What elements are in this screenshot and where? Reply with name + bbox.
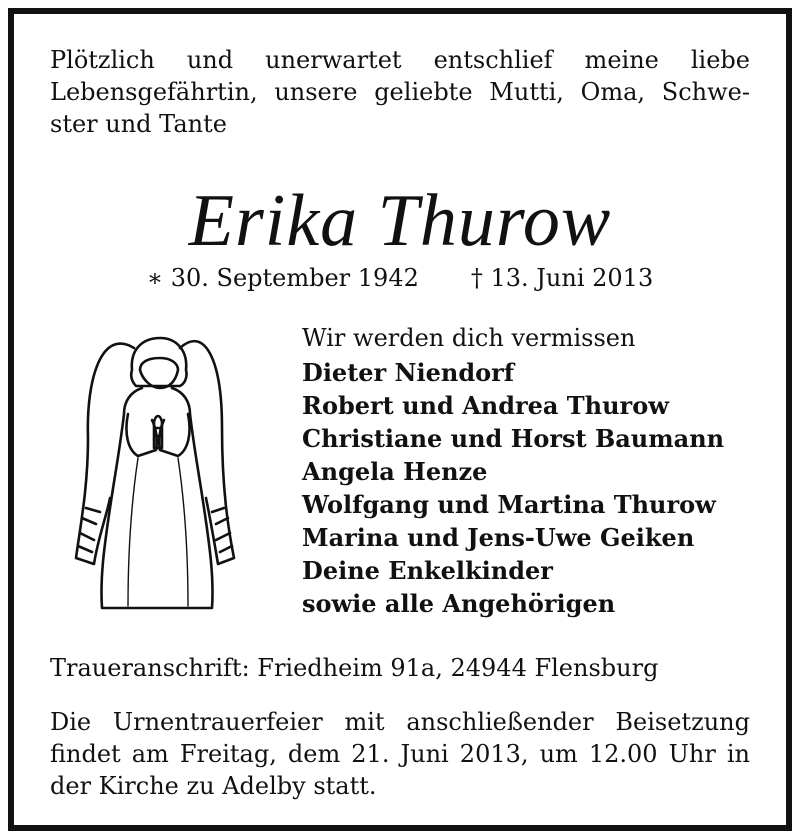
list-item: Deine Enkelkinder xyxy=(302,556,553,585)
mourners-lead: Wir werden dich vermissen xyxy=(302,324,636,352)
mourners-list xyxy=(302,356,772,620)
service-text xyxy=(50,706,750,802)
list-item: Dieter Niendorf xyxy=(302,358,515,387)
service-line: Die Urnentrauerfeier mit anschließender Beisetzung xyxy=(50,708,750,736)
service-line: der Kirche zu Adelby statt. xyxy=(50,772,377,800)
death-date: † 13. Juni 2013 xyxy=(470,264,654,292)
intro-line: ster und Tante xyxy=(50,110,227,138)
intro-line: Plötzlich und unerwartet entschlief meine liebe xyxy=(50,46,750,74)
angel-icon xyxy=(72,318,244,618)
intro-line: Lebensgefährtin, unsere geliebte Mutti, Oma, Schwe- xyxy=(50,78,750,106)
list-item: Marina und Jens-Uwe Geiken xyxy=(302,523,695,552)
list-item: Angela Henze xyxy=(302,457,488,486)
mourners-block xyxy=(302,322,772,620)
birth-date: ∗ 30. September 1942 xyxy=(146,264,419,292)
list-item: Christiane und Horst Baumann xyxy=(302,424,725,453)
service-line: findet am Freitag, dem 21. Juni 2013, um 12.00 Uhr in xyxy=(50,740,750,768)
list-item: Wolfgang und Martina Thurow xyxy=(302,490,716,519)
mourning-address: Traueranschrift: Friedheim 91a, 24944 Flensburg xyxy=(50,654,659,682)
intro-text xyxy=(50,44,750,140)
life-dates xyxy=(0,262,800,294)
list-item: Robert und Andrea Thurow xyxy=(302,391,669,420)
list-item: sowie alle Angehörigen xyxy=(302,589,616,618)
deceased-name: Erika Thurow xyxy=(188,180,612,262)
